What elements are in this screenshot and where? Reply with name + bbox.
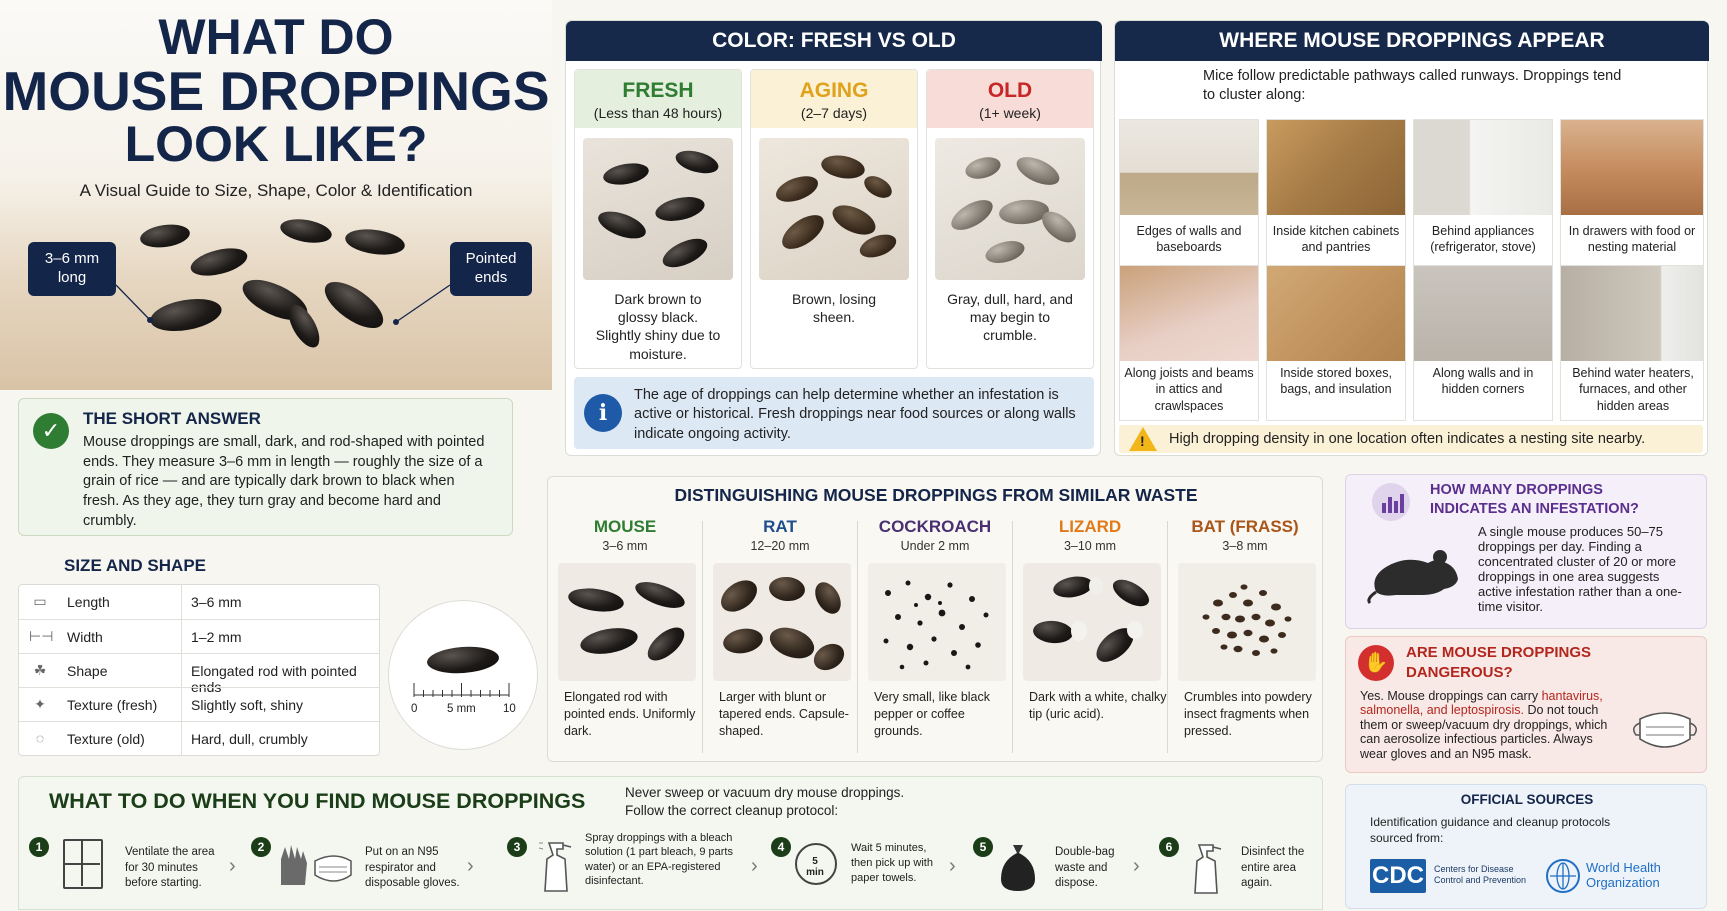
size-shape-table xyxy=(18,584,380,756)
table-row: ⊢⊣ Width 1–2 mm xyxy=(19,619,380,653)
info-icon: i xyxy=(584,394,622,432)
chevron-right-icon: › xyxy=(1133,855,1140,877)
width-icon: ⊢⊣ xyxy=(29,628,54,644)
dotted-circle-icon: ◌ xyxy=(35,730,45,746)
old-title: OLD xyxy=(987,79,1033,102)
water-heater-photo xyxy=(1561,266,1703,361)
timer-icon: 5 min xyxy=(795,843,837,885)
disease-highlight: hantavirus, salmonella, and leptospirosis. xyxy=(1360,689,1603,718)
short-answer-heading: THE SHORT ANSWER xyxy=(83,409,261,428)
old-sub: (1+ week) xyxy=(979,105,1041,121)
title-line-2: MOUSE DROPPINGS xyxy=(2,60,550,122)
table-row: ✦ Texture (fresh) Slightly soft, shiny xyxy=(19,687,380,721)
fresh-photo xyxy=(583,138,733,280)
compare-cockroach: COCKROACH Under 2 mm Very small, like black pepper or coffee grounds. xyxy=(860,517,1010,757)
color-info-text: The age of droppings can help determine whether an infestation is active or historical. Fresh droppings near food sources or along walls indicate ongoing activity. xyxy=(634,387,1076,442)
compare-mouse: MOUSE 3–6 mm Elongated rod with pointed ends. Uniformly dark. xyxy=(550,517,700,757)
color-info-box xyxy=(574,377,1094,449)
step-3: 3 Spray droppings with a bleach solution (1 part bleach, 9 parts water) or an EPA-registered disinfectant. xyxy=(507,835,767,909)
aging-sub: (2–7 days) xyxy=(800,105,868,121)
color-heading: COLOR: FRESH VS OLD xyxy=(566,21,1102,61)
check-icon: ✓ xyxy=(33,413,69,449)
step-4: 4 5 min Wait 5 minutes, then pick up with paper towels. xyxy=(771,837,971,907)
boxes-photo xyxy=(1267,266,1405,361)
aging-desc: Brown, losing sheen. xyxy=(791,291,877,326)
how-many-card xyxy=(1345,474,1707,629)
step-2: 2 Put on an N95 respirator and disposable gloves. xyxy=(251,837,491,907)
where-tile: Inside kitchen cabinets and pantries xyxy=(1266,119,1406,279)
size-shape-heading: SIZE AND SHAPE xyxy=(64,556,207,575)
appliances-photo xyxy=(1414,120,1552,215)
compare-bat: BAT (FRASS) 3–8 mm Crumbles into powdery insect fragments when pressed. xyxy=(1170,517,1320,757)
bar-chart-icon xyxy=(1372,483,1410,521)
cabinets-photo xyxy=(1267,120,1405,215)
where-tile: Along walls and in hidden corners xyxy=(1413,265,1553,421)
where-tile: In drawers with food or nesting material xyxy=(1560,119,1704,279)
table-row: ☘ Shape Elongated rod with pointed ends xyxy=(19,653,380,687)
where-tile: Along joists and beams in attics and crawlspaces xyxy=(1119,265,1259,421)
how-many-body: A single mouse produces 50–75 droppings per day. Finding a concentrated cluster of 20 or more droppings in one area suggests active infestation rather than a one-time visitor. xyxy=(1478,524,1682,614)
color-col-aging xyxy=(750,69,918,369)
cockroach-photo xyxy=(868,563,1006,681)
dangerous-card xyxy=(1345,636,1707,773)
warning-text: High dropping density in one location often indicates a nesting site nearby. xyxy=(1169,431,1646,447)
how-many-heading: HOW MANY DROPPINGS INDICATES AN INFESTATION? xyxy=(1430,482,1639,517)
size-shape-section xyxy=(18,548,538,760)
title-line-1: WHAT DO xyxy=(158,9,394,65)
old-header xyxy=(927,70,1093,128)
cdc-name: Centers for Disease Control and Prevention xyxy=(1434,864,1527,886)
lizard-photo xyxy=(1023,563,1161,681)
where-heading: WHERE MOUSE DROPPINGS APPEAR xyxy=(1115,21,1709,61)
cleanup-note: Never sweep or vacuum dry mouse droppings. Follow the correct cleanup protocol: xyxy=(625,785,905,819)
sources-body: Identification guidance and cleanup protocols sourced from: xyxy=(1370,815,1611,845)
callout-length: 3–6 mm long xyxy=(28,242,116,296)
compare-rat: RAT 12–20 mm Larger with blunt or tapered ends. Capsule-shaped. xyxy=(705,517,855,757)
old-photo xyxy=(935,138,1085,280)
scale-label-10: 10 xyxy=(503,703,516,715)
attic-photo xyxy=(1120,266,1258,361)
page-subtitle: A Visual Guide to Size, Shape, Color & Identification xyxy=(79,181,473,200)
walls-photo xyxy=(1120,120,1258,215)
where-warning: ! High dropping density in one location often indicates a nesting site nearby. xyxy=(1119,425,1703,453)
fresh-desc: Dark brown to glossy black. Slightly shiny due to moisture. xyxy=(595,291,721,362)
cleanup-section xyxy=(18,776,1323,910)
fresh-title: FRESH xyxy=(622,79,694,102)
step-6: 6 Disinfect the entire area again. xyxy=(1159,837,1319,907)
dangerous-heading: ARE MOUSE DROPPINGS DANGEROUS? xyxy=(1406,644,1592,681)
chevron-right-icon: › xyxy=(949,855,956,877)
shape-icon: ☘ xyxy=(33,662,47,678)
ruler-icon: ▭ xyxy=(33,593,47,609)
cleanup-heading: WHAT TO DO WHEN YOU FIND MOUSE DROPPINGS xyxy=(49,789,586,813)
aging-title: AGING xyxy=(799,79,869,102)
short-answer-body: Mouse droppings are small, dark, and rod-shaped with pointed ends. They measure 3–6 mm in length — roughly the size of a grain of rice — and are typically dark brown to black when fresh. As they age, they turn gray and become hard and crumbly. xyxy=(83,434,485,529)
trash-bag-icon xyxy=(997,841,1039,893)
fresh-header xyxy=(575,70,741,128)
where-tile: Edges of walls and baseboards xyxy=(1119,119,1259,279)
callout-pointed: Pointed ends xyxy=(450,242,532,296)
window-icon xyxy=(63,839,103,889)
dangerous-body: Yes. Mouse droppings can carry hantavirus, salmonella, and leptospirosis. Do not touch them or sweep/vacuum dry droppings, which can aerosolize infectious particles. Always wear gloves and an N95 mask. xyxy=(1360,689,1608,761)
callout-lines xyxy=(0,0,552,390)
sparkle-icon: ✦ xyxy=(34,696,46,712)
hero-section xyxy=(0,0,552,390)
where-section xyxy=(1114,20,1708,456)
gloves-mask-icon xyxy=(277,841,353,891)
cdc-logo: CDC xyxy=(1370,859,1426,893)
bat-photo xyxy=(1178,563,1316,681)
sources-heading: OFFICIAL SOURCES xyxy=(1460,792,1594,807)
fresh-sub: (Less than 48 hours) xyxy=(593,105,723,121)
scale-label-0: 0 xyxy=(411,703,418,715)
mouse-photo xyxy=(558,563,696,681)
chevron-right-icon: › xyxy=(751,855,758,877)
color-col-old xyxy=(926,69,1094,369)
old-desc: Gray, dull, hard, and may begin to crumble. xyxy=(947,291,1073,344)
drawers-photo xyxy=(1561,120,1703,215)
scale-label-5: 5 mm xyxy=(447,703,476,715)
chevron-right-icon: › xyxy=(229,855,236,877)
scale-illustration xyxy=(388,600,538,750)
sources-card xyxy=(1345,784,1707,909)
where-intro: Mice follow predictable pathways called runways. Droppings tend to cluster along: xyxy=(1203,68,1622,103)
where-tile: Behind water heaters, furnaces, and other hidden areas xyxy=(1560,265,1704,421)
step-1: 1 Ventilate the area for 30 minutes before starting. xyxy=(29,837,259,907)
step-5: 5 Double-bag waste and dispose. xyxy=(973,837,1163,907)
compare-lizard: LIZARD 3–10 mm Dark with a white, chalky tip (uric acid). xyxy=(1015,517,1165,757)
where-tile: Behind appliances (refrigerator, stove) xyxy=(1413,119,1553,279)
corners-photo xyxy=(1414,266,1552,361)
stop-hand-icon: ✋ xyxy=(1358,645,1394,681)
who-name: World Health Organization xyxy=(1586,860,1661,890)
mouse-silhouette-icon xyxy=(1366,537,1466,607)
where-tile: Inside stored boxes, bags, and insulation xyxy=(1266,265,1406,421)
table-row: ▭ Length 3–6 mm xyxy=(19,585,380,619)
table-row: ◌ Texture (old) Hard, dull, crumbly xyxy=(19,721,380,755)
who-globe-icon xyxy=(1546,859,1580,893)
aging-photo xyxy=(759,138,909,280)
chevron-right-icon: › xyxy=(467,855,474,877)
spray-bottle-icon xyxy=(537,839,577,893)
color-section xyxy=(565,20,1101,456)
spray-bottle-icon xyxy=(1187,841,1227,895)
aging-header xyxy=(751,70,917,128)
ruler-scale xyxy=(409,681,519,701)
compare-heading: DISTINGUISHING MOUSE DROPPINGS FROM SIMILAR WASTE xyxy=(674,485,1198,505)
short-answer-card xyxy=(18,398,513,536)
rat-photo xyxy=(713,563,851,681)
color-col-fresh xyxy=(574,69,742,369)
title-line-3: LOOK LIKE? xyxy=(124,116,428,173)
mask-icon xyxy=(1628,705,1702,757)
compare-section xyxy=(547,476,1323,762)
